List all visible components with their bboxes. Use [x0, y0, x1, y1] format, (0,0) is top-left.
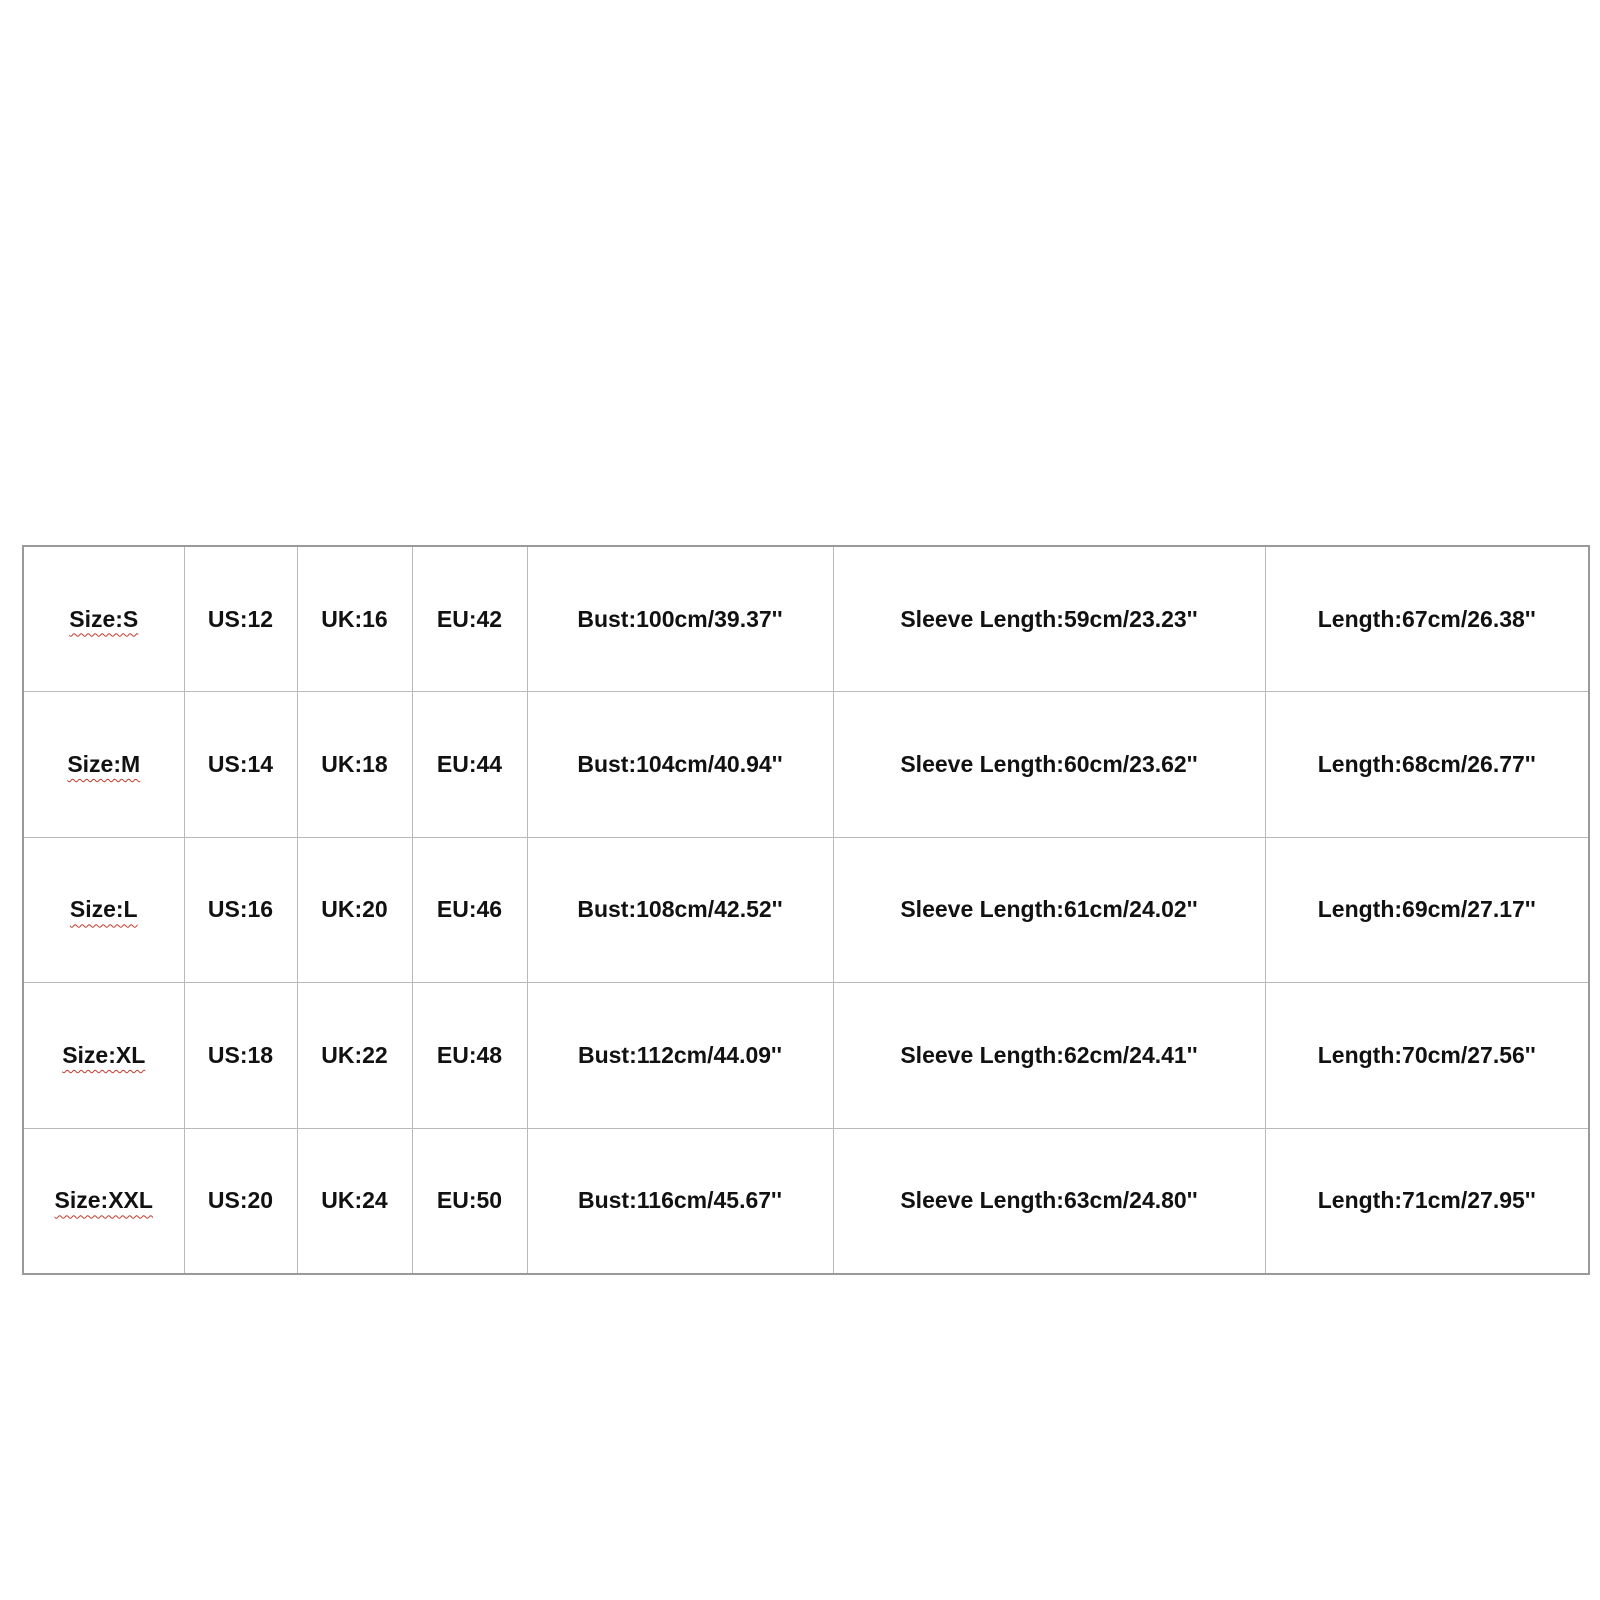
length-cell: Length:68cm/26.77'' — [1265, 692, 1589, 837]
eu-size-cell: EU:50 — [412, 1128, 527, 1274]
uk-size-cell: UK:24 — [297, 1128, 412, 1274]
size-cell — [23, 983, 184, 1128]
us-size-cell: US:16 — [184, 837, 297, 982]
us-size-cell: US:18 — [184, 983, 297, 1128]
size-chart-table — [22, 545, 1590, 1275]
sleeve-length-cell: Sleeve Length:59cm/23.23'' — [833, 546, 1265, 692]
sleeve-length-cell: Sleeve Length:60cm/23.62'' — [833, 692, 1265, 837]
bust-cell: Bust:100cm/39.37'' — [527, 546, 833, 692]
bust-cell: Bust:116cm/45.67'' — [527, 1128, 833, 1274]
bust-cell: Bust:108cm/42.52'' — [527, 837, 833, 982]
length-cell: Length:69cm/27.17'' — [1265, 837, 1589, 982]
eu-size-cell: EU:42 — [412, 546, 527, 692]
size-cell — [23, 692, 184, 837]
size-label: Size:L — [69, 896, 138, 923]
table-row — [23, 837, 1589, 982]
size-label: Size:M — [67, 751, 141, 778]
uk-size-cell: UK:22 — [297, 983, 412, 1128]
sleeve-length-cell: Sleeve Length:62cm/24.41'' — [833, 983, 1265, 1128]
length-cell: Length:67cm/26.38'' — [1265, 546, 1589, 692]
eu-size-cell: EU:46 — [412, 837, 527, 982]
us-size-cell: US:14 — [184, 692, 297, 837]
eu-size-cell: EU:44 — [412, 692, 527, 837]
table-row — [23, 1128, 1589, 1274]
size-label: Size:XL — [62, 1041, 146, 1068]
length-cell: Length:71cm/27.95'' — [1265, 1128, 1589, 1274]
uk-size-cell: UK:20 — [297, 837, 412, 982]
size-label: Size:XXL — [54, 1187, 153, 1214]
length-cell: Length:70cm/27.56'' — [1265, 983, 1589, 1128]
eu-size-cell: EU:48 — [412, 983, 527, 1128]
bust-cell: Bust:104cm/40.94'' — [527, 692, 833, 837]
size-cell — [23, 1128, 184, 1274]
size-label: Size:S — [69, 605, 139, 632]
table-row — [23, 546, 1589, 692]
uk-size-cell: UK:16 — [297, 546, 412, 692]
table-row — [23, 692, 1589, 837]
sleeve-length-cell: Sleeve Length:63cm/24.80'' — [833, 1128, 1265, 1274]
us-size-cell: US:12 — [184, 546, 297, 692]
uk-size-cell: UK:18 — [297, 692, 412, 837]
bust-cell: Bust:112cm/44.09'' — [527, 983, 833, 1128]
table-row — [23, 983, 1589, 1128]
sleeve-length-cell: Sleeve Length:61cm/24.02'' — [833, 837, 1265, 982]
us-size-cell: US:20 — [184, 1128, 297, 1274]
size-cell — [23, 546, 184, 692]
size-cell — [23, 837, 184, 982]
